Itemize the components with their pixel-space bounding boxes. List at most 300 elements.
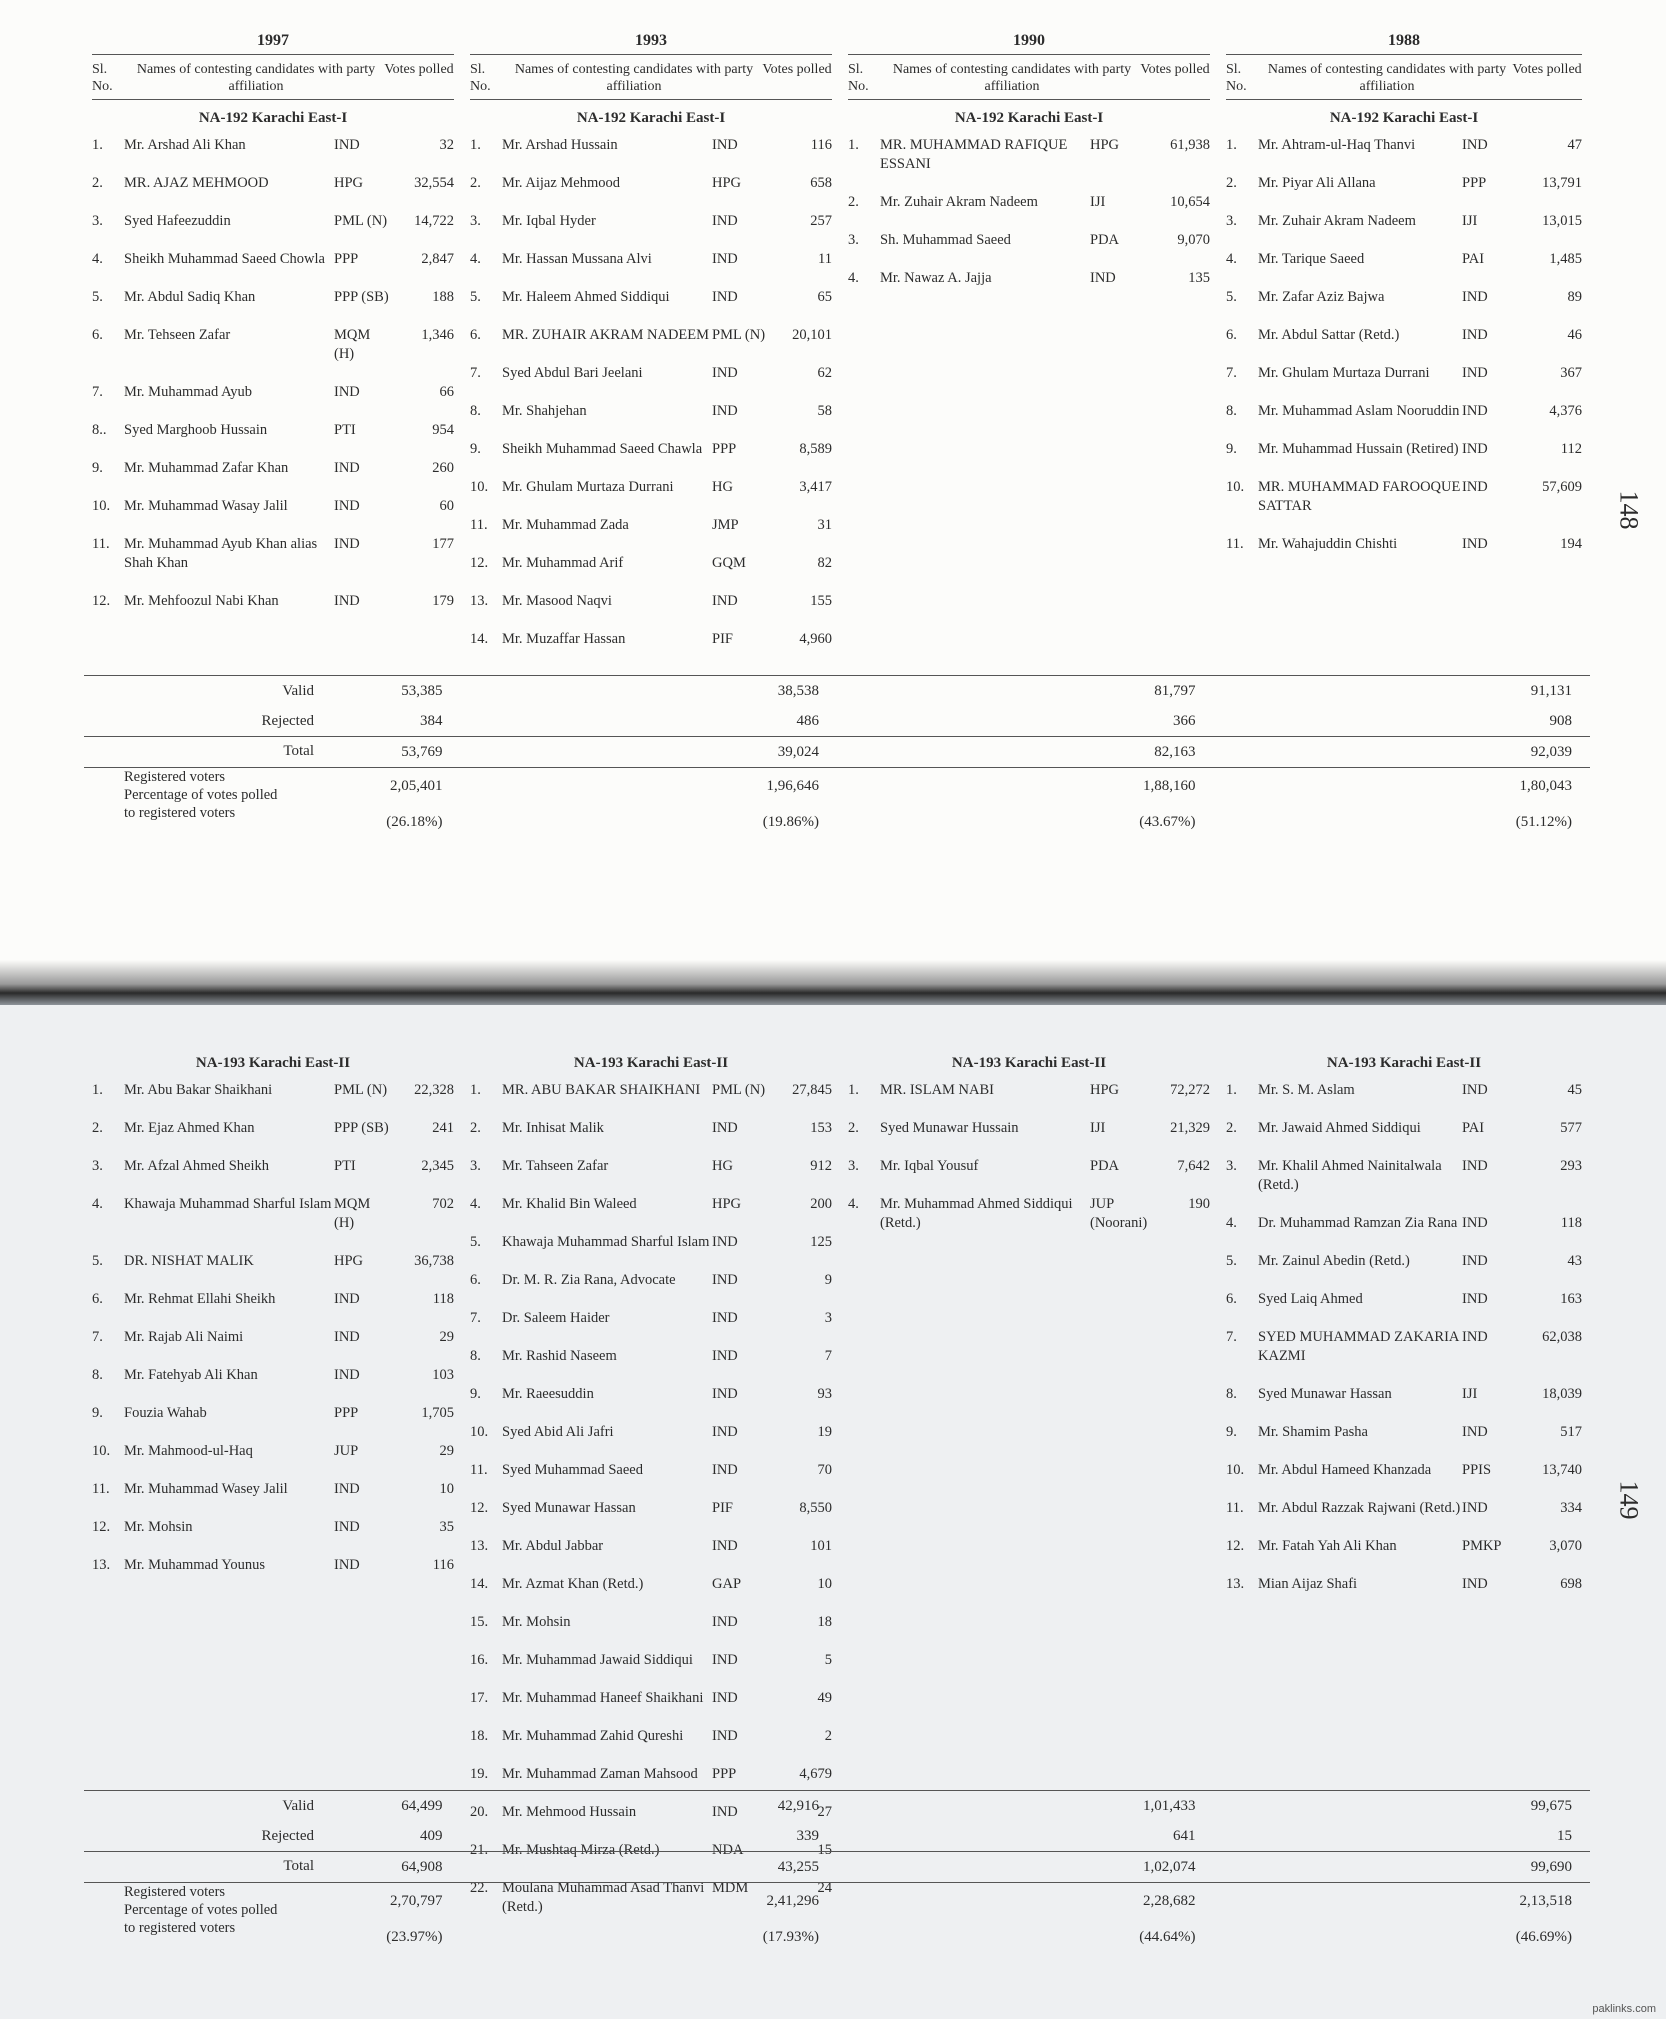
candidate-name: Mr. Azmat Khan (Retd.) [502, 1576, 644, 1592]
votes-polled: 43 [1567, 1253, 1582, 1269]
registered-labels [124, 768, 334, 822]
party-affiliation: IND [712, 1728, 738, 1744]
registered-value: 1,88,160 [1143, 778, 1196, 794]
valid-value: 53,385 [401, 683, 443, 699]
serial-number: 3. [470, 1158, 481, 1174]
candidate-name: Dr. Saleem Haider [502, 1310, 610, 1326]
votes-polled: 3,417 [799, 479, 832, 495]
registered-label: Registered voters [124, 769, 226, 785]
candidate-name: Mr. Muhammad Haneef Shaikhani [502, 1690, 704, 1706]
votes-polled: 18,039 [1542, 1386, 1582, 1402]
serial-number: 3. [1226, 213, 1237, 229]
serial-number: 8. [1226, 403, 1237, 419]
votes-polled: 1,705 [421, 1405, 454, 1421]
party-affiliation: PMKP [1462, 1538, 1502, 1554]
candidate-row [1226, 174, 1582, 193]
registered-value: 2,70,797 [390, 1893, 443, 1909]
candidate-name: Mr. Tarique Saeed [1258, 251, 1365, 267]
candidate-name: Mr. S. M. Aslam [1258, 1082, 1355, 1098]
constituency-heading: NA-193 Karachi East-II [573, 1055, 729, 1071]
candidate-name: Mr. Abdul Sadiq Khan [124, 289, 256, 305]
votes-polled: 163 [1560, 1291, 1582, 1307]
serial-number: 4. [848, 1196, 859, 1212]
votes-polled: 72,272 [1170, 1082, 1210, 1098]
votes-polled: 57,609 [1542, 479, 1582, 495]
valid-value: 42,916 [777, 1798, 819, 1814]
registered-value: 2,05,401 [390, 778, 443, 794]
candidate-name: Mr. Muhammad Hussain (Retired) [1258, 441, 1459, 457]
column-1990 [840, 28, 1218, 668]
party-affiliation: IND [1462, 365, 1488, 381]
candidate-name: MR. MUHAMMAD RAFIQUE ESSANI [880, 137, 1068, 172]
candidate-row [1226, 478, 1582, 516]
candidate-row [470, 1651, 832, 1670]
candidate-row [470, 1119, 832, 1138]
party-affiliation: HG [712, 479, 733, 495]
candidate-name: Mr. Zainul Abedin (Retd.) [1258, 1253, 1410, 1269]
candidate-name: Mr. Fatah Yah Ali Khan [1258, 1538, 1397, 1554]
party-affiliation: IND [1462, 137, 1488, 153]
candidate-name: Mr. Rajab Ali Naimi [124, 1329, 244, 1345]
candidate-row [470, 516, 832, 535]
candidate-name: Mr. Muhammad Younus [124, 1557, 265, 1573]
votes-polled: 7 [824, 1348, 832, 1364]
registered-label: Registered voters [124, 1884, 226, 1900]
names-header: Names of contesting candidates with party affiliation [892, 62, 1132, 94]
serial-number: 9. [470, 1386, 481, 1402]
votes-polled: 70 [817, 1462, 832, 1478]
candidate-name: Mr. Muhammad Wasey Jalil [124, 1481, 288, 1497]
votes-polled: 29 [439, 1329, 454, 1345]
candidate-name: Mr. Muhammad Ayub Khan alias Shah Khan [124, 536, 318, 571]
serial-number: 1. [470, 1082, 481, 1098]
candidate-name: Mr. Zuhair Akram Nadeem [1258, 213, 1416, 229]
votes-polled: 10 [817, 1576, 832, 1592]
party-affiliation: IND [334, 384, 360, 400]
candidate-name: MR. ABU BAKAR SHAIKHANI [502, 1082, 701, 1098]
candidate-name: Syed Abid Ali Jafri [502, 1424, 614, 1440]
percentage-value: (26.18%) [386, 814, 443, 830]
candidate-row [92, 592, 454, 611]
candidate-name: Mr. Inhisat Malik [502, 1120, 604, 1136]
sl-header: Sl. No. [92, 62, 113, 94]
candidate-row [92, 136, 454, 155]
votes-polled: 5 [824, 1652, 832, 1668]
votes-polled: 257 [810, 213, 832, 229]
names-header: Names of contesting candidates with party affiliation [136, 62, 376, 94]
column-headers [470, 55, 832, 100]
candidate-name: Mr. Muhammad Zada [502, 517, 629, 533]
votes-polled: 36,738 [414, 1253, 454, 1269]
names-header: Names of contesting candidates with party affiliation [1267, 62, 1507, 94]
candidate-row [470, 1423, 832, 1442]
candidate-name: Mr. Shahjehan [502, 403, 587, 419]
votes-polled: 116 [810, 137, 832, 153]
party-affiliation: HPG [1090, 1082, 1120, 1098]
votes-polled: 698 [1560, 1576, 1582, 1592]
candidate-row [1226, 1252, 1582, 1271]
candidate-row [92, 174, 454, 193]
votes-polled: 517 [1560, 1424, 1582, 1440]
serial-number: 1. [848, 1082, 859, 1098]
valid-value: 38,538 [777, 683, 819, 699]
party-affiliation: IND [1462, 1500, 1488, 1516]
page-149 [0, 1005, 1666, 2019]
candidate-row [1226, 1081, 1582, 1100]
votes-polled: 4,376 [1549, 403, 1582, 419]
party-affiliation: IND [712, 1386, 738, 1402]
serial-number: 2. [848, 1120, 859, 1136]
totals-na-192 [84, 675, 1590, 832]
candidate-row [470, 1689, 832, 1708]
votes-polled: 62 [817, 365, 832, 381]
party-affiliation: IND [1462, 1576, 1488, 1592]
party-affiliation: IND [712, 593, 738, 609]
registered-labels [124, 1883, 334, 1937]
votes-polled: 93 [817, 1386, 832, 1402]
candidate-row [1226, 1575, 1582, 1594]
registered-cell [837, 1891, 1214, 1947]
serial-number: 6. [92, 1291, 103, 1307]
candidate-name: Mr. Raeesuddin [502, 1386, 594, 1402]
serial-number: 4. [470, 251, 481, 267]
candidate-row [470, 288, 832, 307]
party-affiliation: IJI [1462, 1386, 1478, 1402]
party-affiliation: IND [334, 1481, 360, 1497]
serial-number: 1. [848, 137, 859, 153]
votes-polled: 62,038 [1542, 1329, 1582, 1345]
serial-number: 10. [470, 1424, 489, 1440]
rejected-value: 486 [796, 713, 819, 729]
watermark: paklinks.com [1592, 2003, 1656, 2015]
candidate-name: Mr. Muhammad Jawaid Siddiqui [502, 1652, 693, 1668]
votes-polled: 65 [817, 289, 832, 305]
candidate-row [92, 1195, 454, 1233]
party-affiliation: PML (N) [334, 1082, 388, 1098]
candidate-name: Syed Laiq Ahmed [1258, 1291, 1363, 1307]
party-affiliation: IJI [1462, 213, 1478, 229]
votes-polled: 112 [1560, 441, 1582, 457]
serial-number: 1. [1226, 137, 1237, 153]
registered-value: 1,96,646 [766, 778, 819, 794]
votes-polled: 66 [439, 384, 454, 400]
valid-value: 99,675 [1530, 1798, 1572, 1814]
votes-polled: 82 [817, 555, 832, 571]
votes-polled: 46 [1567, 327, 1582, 343]
votes-polled: 658 [810, 175, 832, 191]
total-value: 39,024 [777, 744, 819, 760]
votes-polled: 31 [817, 517, 832, 533]
serial-number: 3. [470, 213, 481, 229]
party-affiliation: IND [1462, 441, 1488, 457]
votes-polled: 13,740 [1542, 1462, 1582, 1478]
serial-number: 7. [92, 384, 103, 400]
column-1997 [84, 28, 462, 668]
candidate-name: Mr. Arshad Ali Khan [124, 137, 246, 153]
candidate-row [92, 1556, 454, 1575]
percentage-value: (17.93%) [762, 1929, 819, 1945]
party-affiliation: JUP [334, 1443, 359, 1459]
candidate-row [848, 1119, 1210, 1138]
candidate-row [1226, 326, 1582, 345]
votes-polled: 200 [810, 1196, 832, 1212]
party-affiliation: MQM (H) [334, 327, 371, 362]
party-affiliation: HPG [712, 1196, 742, 1212]
percentage-value: (19.86%) [762, 814, 819, 830]
votes-polled: 27,845 [792, 1082, 832, 1098]
votes-polled: 22,328 [414, 1082, 454, 1098]
candidate-name: Mr. Masood Naqvi [502, 593, 612, 609]
serial-number: 9. [1226, 441, 1237, 457]
serial-number: 8. [92, 1367, 103, 1383]
candidate-name: Mr. Abdul Sattar (Retd.) [1258, 327, 1400, 343]
candidate-list [1226, 136, 1582, 554]
totals-block [84, 675, 1590, 767]
candidate-name: Mr. Muhammad Ayub [124, 384, 252, 400]
votes-polled: 29 [439, 1443, 454, 1459]
candidate-row [92, 535, 454, 573]
votes-polled: 177 [432, 536, 454, 552]
votes-polled: 103 [432, 1367, 454, 1383]
year-header-row [84, 28, 1590, 668]
candidate-name: Mr. Hassan Mussana Alvi [502, 251, 652, 267]
candidate-row [92, 1252, 454, 1271]
party-affiliation: NDA [712, 1842, 744, 1858]
votes-polled: 260 [432, 460, 454, 476]
candidate-row [1226, 1461, 1582, 1480]
votes-polled: 293 [1560, 1158, 1582, 1174]
candidate-name: Sheikh Muhammad Saeed Chawla [502, 441, 703, 457]
candidate-name: Mr. Khalid Bin Waleed [502, 1196, 637, 1212]
candidate-row [92, 1290, 454, 1309]
serial-number: 13. [92, 1557, 111, 1573]
votes-polled: 32,554 [414, 175, 454, 191]
candidate-name: Syed Munawar Hassan [1258, 1386, 1392, 1402]
candidate-row [92, 383, 454, 402]
votes-polled: 118 [1560, 1215, 1582, 1231]
valid-value: 91,131 [1530, 683, 1572, 699]
party-affiliation: IJI [1090, 1120, 1106, 1136]
serial-number: 12. [470, 1500, 489, 1516]
votes-polled: 9 [824, 1272, 832, 1288]
votes-polled: 47 [1567, 137, 1582, 153]
candidate-row [470, 592, 832, 611]
party-affiliation: IND [1462, 1329, 1488, 1345]
party-affiliation: PML (N) [712, 1082, 766, 1098]
candidate-name: Mr. Ahtram-ul-Haq Thanvi [1258, 137, 1416, 153]
party-affiliation: PAI [1462, 251, 1485, 267]
candidate-row [92, 1157, 454, 1176]
party-affiliation: HPG [334, 175, 364, 191]
candidate-row [92, 497, 454, 516]
candidate-name: Mr. Afzal Ahmed Sheikh [124, 1158, 269, 1174]
party-affiliation: PIF [712, 1500, 733, 1516]
serial-number: 13. [470, 593, 489, 609]
candidate-name: Sheikh Muhammad Saeed Chowla [124, 251, 325, 267]
serial-number: 8. [1226, 1386, 1237, 1402]
votes-polled: 179 [432, 593, 454, 609]
votes-polled: 190 [1188, 1196, 1210, 1212]
serial-number: 10. [92, 1443, 111, 1459]
party-affiliation: IND [712, 1310, 738, 1326]
column-headers [92, 55, 454, 100]
votes-polled: 367 [1560, 365, 1582, 381]
party-affiliation: IND [1462, 1158, 1488, 1174]
candidate-name: Syed Muhammad Saeed [502, 1462, 643, 1478]
serial-number: 9. [470, 441, 481, 457]
candidate-row [470, 402, 832, 421]
votes-polled: 13,015 [1542, 213, 1582, 229]
candidate-row [470, 478, 832, 497]
party-affiliation: IND [712, 251, 738, 267]
party-affiliation: PDA [1090, 232, 1120, 248]
votes-polled: 35 [439, 1519, 454, 1535]
serial-number: 5. [470, 289, 481, 305]
serial-number: 11. [1226, 1500, 1244, 1516]
party-affiliation: IND [712, 1538, 738, 1554]
candidate-name: Mr. Abdul Hameed Khanzada [1258, 1462, 1432, 1478]
party-affiliation: IJI [1090, 194, 1106, 210]
candidate-name: Mr. Muhammad Wasay Jalil [124, 498, 288, 514]
votes-polled: 2 [824, 1728, 832, 1744]
candidate-list [848, 1081, 1210, 1233]
serial-number: 2. [92, 175, 103, 191]
candidate-row [92, 421, 454, 440]
percentage-label-1: Percentage of votes polled [124, 787, 278, 803]
candidate-row [470, 1385, 832, 1404]
column-1993 [462, 28, 840, 668]
column-1988 [1218, 28, 1590, 668]
serial-number: 7. [470, 365, 481, 381]
party-affiliation: PPIS [1462, 1462, 1492, 1478]
serial-number: 15. [470, 1614, 489, 1630]
party-affiliation: IND [334, 1367, 360, 1383]
party-affiliation: IND [334, 460, 360, 476]
registered-cell [1214, 776, 1591, 832]
candidate-row [1226, 1328, 1582, 1366]
candidate-row [470, 1537, 832, 1556]
votes-polled: 2,345 [421, 1158, 454, 1174]
party-affiliation: IND [712, 1348, 738, 1364]
serial-number: 4. [1226, 1215, 1237, 1231]
votes-polled: 18 [817, 1614, 832, 1630]
serial-number: 10. [1226, 1462, 1245, 1478]
candidate-list [92, 136, 454, 611]
candidate-name: Mr. Abdul Razzak Rajwani (Retd.) [1258, 1500, 1461, 1516]
candidate-row [92, 1366, 454, 1385]
serial-number: 1. [470, 137, 481, 153]
serial-number: 3. [92, 1158, 103, 1174]
votes-polled: 577 [1560, 1120, 1582, 1136]
candidate-name: Mr. Shamim Pasha [1258, 1424, 1368, 1440]
candidate-name: Mr. Mohsin [124, 1519, 193, 1535]
candidate-row [470, 326, 832, 345]
valid-value: 1,01,433 [1143, 1798, 1196, 1814]
party-affiliation: IND [1462, 1424, 1488, 1440]
votes-polled: 702 [432, 1196, 454, 1212]
party-affiliation: IND [334, 536, 360, 552]
serial-number: 7. [92, 1329, 103, 1345]
total-label: Total [283, 1858, 314, 1874]
candidate-name: Mr. Mohsin [502, 1614, 571, 1630]
candidate-name: Fouzia Wahab [124, 1405, 207, 1421]
candidate-row [1226, 535, 1582, 554]
serial-number: 8.. [92, 422, 107, 438]
party-affiliation: PML (N) [334, 213, 388, 229]
percentage-value: (51.12%) [1515, 814, 1572, 830]
serial-number: 5. [92, 1253, 103, 1269]
votes-polled: 9,070 [1177, 232, 1210, 248]
candidate-row [470, 1347, 832, 1366]
totals-labels [84, 1791, 324, 1881]
serial-number: 2. [92, 1120, 103, 1136]
votes-polled: 20,101 [792, 327, 832, 343]
votes-polled: 15 [817, 1842, 832, 1858]
total-value: 82,163 [1154, 744, 1196, 760]
party-affiliation: IND [712, 1120, 738, 1136]
total-value: 99,690 [1530, 1859, 1572, 1875]
serial-number: 22. [470, 1880, 489, 1896]
percentage-value: (23.97%) [386, 1929, 443, 1945]
votes-polled: 3 [824, 1310, 832, 1326]
candidate-name: Syed Munawar Hussain [880, 1120, 1019, 1136]
serial-number: 6. [1226, 327, 1237, 343]
party-affiliation: IND [334, 137, 360, 153]
party-affiliation: GAP [712, 1576, 742, 1592]
votes-polled: 11 [818, 251, 832, 267]
page-number: 149 [1614, 1480, 1644, 1520]
total-value: 64,908 [401, 1859, 443, 1875]
votes-polled: 2,847 [421, 251, 454, 267]
candidate-list [470, 136, 832, 649]
candidate-row [1226, 212, 1582, 231]
total-value: 92,039 [1530, 744, 1572, 760]
party-affiliation: IND [1462, 1291, 1488, 1307]
serial-number: 6. [1226, 1291, 1237, 1307]
candidate-name: Mr. Wahajuddin Chishti [1258, 536, 1398, 552]
party-affiliation: MDM [712, 1880, 749, 1896]
candidate-name: Mr. Ghulam Murtaza Durrani [1258, 365, 1430, 381]
candidate-row [1226, 1157, 1582, 1195]
serial-number: 17. [470, 1690, 489, 1706]
year-heading: 1997 [92, 28, 454, 55]
party-affiliation: IND [334, 498, 360, 514]
votes-polled: 89 [1567, 289, 1582, 305]
serial-number: 4. [848, 270, 859, 286]
candidate-name: Mr. Iqbal Yousuf [880, 1158, 979, 1174]
candidate-name: Mr. Abdul Jabbar [502, 1538, 604, 1554]
rejected-value: 339 [796, 1828, 819, 1844]
votes-header: Votes polled [1140, 62, 1210, 77]
registered-cell [461, 776, 838, 832]
candidate-name: Mr. Mehfoozul Nabi Khan [124, 593, 279, 609]
serial-number: 6. [470, 327, 481, 343]
candidate-row [470, 440, 832, 459]
constituency-heading: NA-192 Karachi East-I [198, 110, 348, 126]
serial-number: 7. [1226, 1329, 1237, 1345]
candidate-name: Syed Munawar Hassan [502, 1500, 636, 1516]
party-affiliation: IND [334, 1329, 360, 1345]
votes-polled: 125 [810, 1234, 832, 1250]
candidate-name: Mr. Ghulam Murtaza Durrani [502, 479, 674, 495]
party-affiliation: PPP [1462, 175, 1487, 191]
party-affiliation: IND [1462, 289, 1488, 305]
party-affiliation: IND [334, 1519, 360, 1535]
serial-number: 12. [1226, 1538, 1245, 1554]
candidate-name: Mr. Khalil Ahmed Nainitalwala (Retd.) [1258, 1158, 1442, 1193]
candidate-row [92, 250, 454, 269]
candidate-name: Mr. Mahmood-ul-Haq [124, 1443, 253, 1459]
